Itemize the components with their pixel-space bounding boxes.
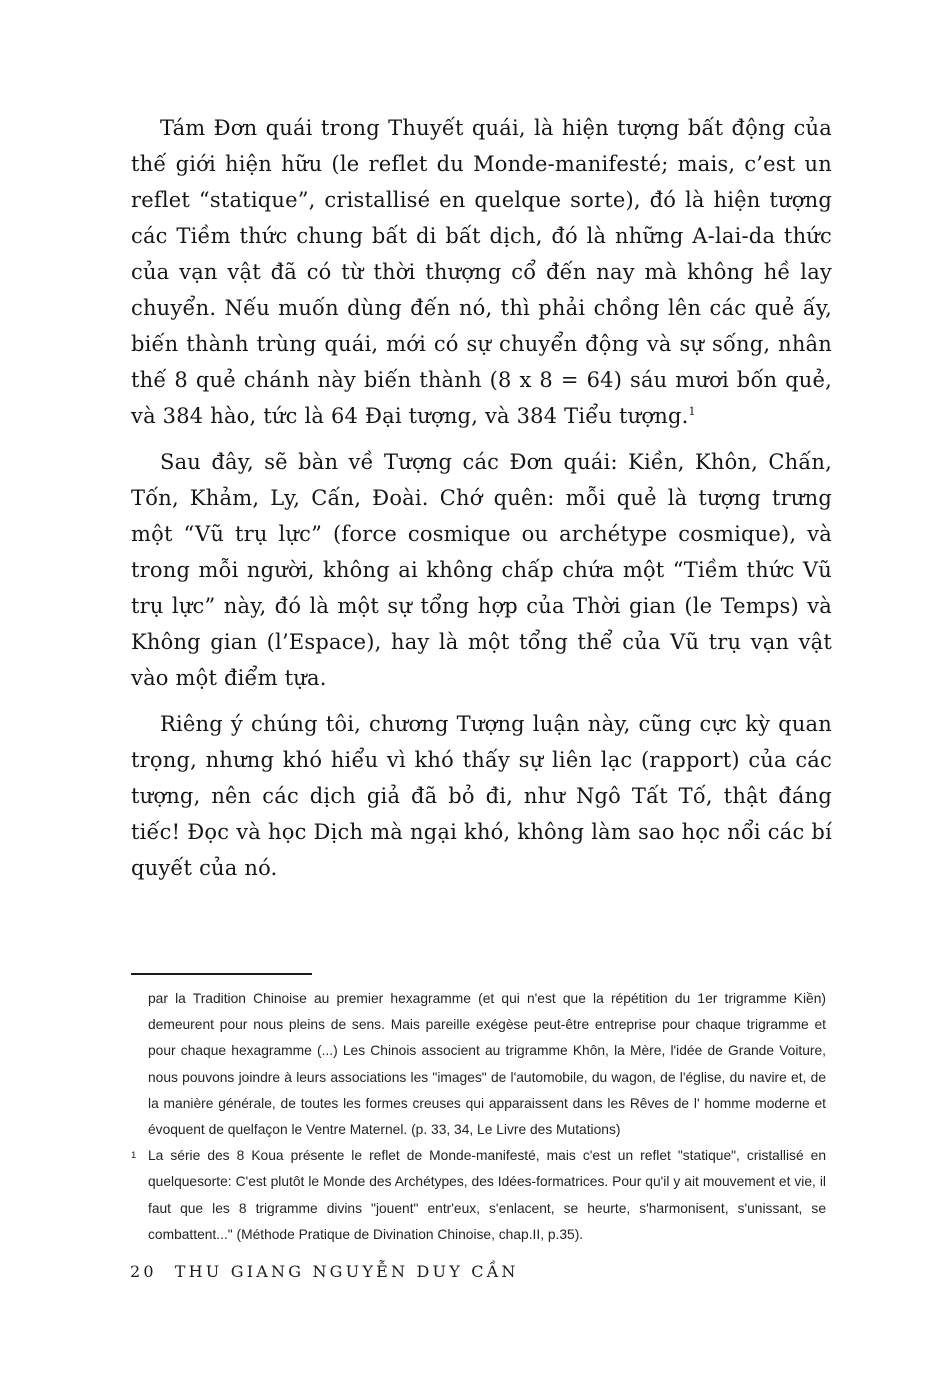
footnote-text: par la Tradition Chinoise au premier hexagramme (et qui n'est que la répétition du 1er trigramme Kiền) demeurent pour nous pleins de sens. Mais pareille exégèse peut-être entreprise pour chaque trigramme et pour chaque hexagramme (...) Les Chinois associent au trigramme Khôn, la Mère, l'idée de Grande Voiture, nous pouvons joindre à leurs associations les "images" de l'automobile, du wagon, de l'église, du navire et, de la manière générale, de toutes les formes creuses qui apparaissent dans les Rêves de l' homme moderne et évoquent de quelfaçon le Ventre Maternel. (p. 33, 34, Le Livre des Mutations) [148,991,826,1138]
running-title: THU GIANG NGUYỄN DUY CẦN [174,1262,519,1281]
main-text-block [131,110,832,896]
paragraph-3: Riêng ý chúng tôi, chương Tượng luận này, cũng cực kỳ quan trọng, nhưng khó hiểu vì khó thấy sự liên lạc (rapport) của các tượng, nên các dịch giả đã bỏ đi, như Ngô Tất Tố, thật đáng tiếc! Đọc và học Dịch mà ngại khó, không làm sao học nổi các bí quyết của nó. [131,712,832,880]
footnote-1 [131,1143,826,1248]
paragraph-2: Sau đây, sẽ bàn về Tượng các Đơn quái: Kiền, Khôn, Chấn, Tốn, Khảm, Ly, Cấn, Đoài. Chớ quên: mỗi quẻ là tượng trưng một “Vũ trụ lực” (force cosmique ou archétype cosmique), và trong mỗi người, không ai không chấp chứa một “Tiềm thức Vũ trụ lực” này, đó là một sự tổng hợp của Thời gian (le Temps) và Không gian (l’Espace), hay là một tổng thể của Vũ trụ vạn vật vào một điểm tựa. [131,450,832,690]
paragraph-1 [131,110,832,434]
footnote-marker: 1 [131,1150,137,1162]
footnote-separator [131,973,312,975]
footnote-text: La série des 8 Koua présente le reflet de Monde-manifesté, mais c'est un reflet "statique", cristallisé en quelquesorte: C'est plutôt le Monde des Archétypes, des Idées-formatrices. Pour qu'il y ait mouvement et vie, il faut que les 8 trigramme divins "jouent" entr'eux, s'enlacent, se heurte, s'harmonisent, s'unissant, se combattent..." (Méthode Pratique de Divination Chinoise, chap.II, p.35). [148,1148,826,1242]
footnote-reference: 1 [688,405,696,418]
footnote-section [131,986,826,1248]
page-number: 20 [130,1262,157,1281]
page-footer [130,1262,519,1281]
footnote-continuation [131,986,826,1143]
paragraph-1-text: Tám Đơn quái trong Thuyết quái, là hiện tượng bất động của thế giới hiện hữu (le reflet du Monde-manifesté; mais, c’est un reflet “statique”, cristallisé en quelque sorte), đó là hiện tượng các Tiềm thức chung bất di bất dịch, đó là những A-lai-da thức của vạn vật đã có từ thời thượng cổ đến nay mà không hề lay chuyển. Nếu muốn dùng đến nó, thì phải chồng lên các quẻ ấy, biến thành trùng quái, mới có sự chuyển động và sự sống, nhân thế 8 quẻ chánh này biến thành (8 x 8 = 64) sáu mươi bốn quẻ, và 384 hào, tức là 64 Đại tượng, và 384 Tiểu tượng. [131,116,832,428]
